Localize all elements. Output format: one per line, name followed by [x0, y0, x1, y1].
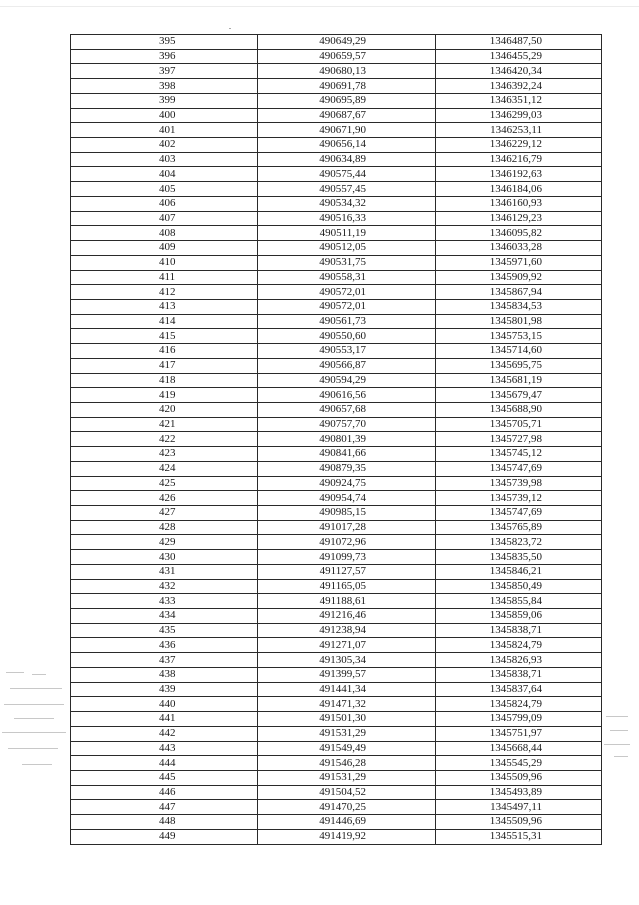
- y-coordinate-cell: 1345826,93: [436, 653, 602, 668]
- y-coordinate-cell: 1345727,98: [436, 432, 602, 447]
- y-coordinate-cell: 1346216,79: [436, 152, 602, 167]
- point-number-cell: 420: [71, 402, 258, 417]
- x-coordinate-cell: 490656,14: [258, 138, 436, 153]
- point-number-cell: 422: [71, 432, 258, 447]
- coordinates-table: [70, 34, 602, 845]
- point-number-cell: 412: [71, 285, 258, 300]
- x-coordinate-cell: 490657,68: [258, 402, 436, 417]
- x-coordinate-cell: 490616,56: [258, 388, 436, 403]
- point-number-cell: 443: [71, 741, 258, 756]
- point-number-cell: 429: [71, 535, 258, 550]
- point-number-cell: 438: [71, 667, 258, 682]
- x-coordinate-cell: 490566,87: [258, 358, 436, 373]
- x-coordinate-cell: 491127,57: [258, 564, 436, 579]
- table-row: [71, 506, 602, 521]
- y-coordinate-cell: 1345747,69: [436, 506, 602, 521]
- point-number-cell: 442: [71, 726, 258, 741]
- point-number-cell: 411: [71, 270, 258, 285]
- x-coordinate-cell: 490841,66: [258, 447, 436, 462]
- y-coordinate-cell: 1345824,79: [436, 697, 602, 712]
- table-row: [71, 285, 602, 300]
- y-coordinate-cell: 1346129,23: [436, 211, 602, 226]
- scan-speck: [229, 28, 231, 29]
- x-coordinate-cell: 490687,67: [258, 108, 436, 123]
- point-number-cell: 430: [71, 550, 258, 565]
- point-number-cell: 396: [71, 49, 258, 64]
- point-number-cell: 424: [71, 461, 258, 476]
- point-number-cell: 417: [71, 358, 258, 373]
- table-row: [71, 123, 602, 138]
- point-number-cell: 395: [71, 35, 258, 50]
- y-coordinate-cell: 1345688,90: [436, 402, 602, 417]
- x-coordinate-cell: 491531,29: [258, 726, 436, 741]
- point-number-cell: 441: [71, 712, 258, 727]
- x-coordinate-cell: 491188,61: [258, 594, 436, 609]
- x-coordinate-cell: 490757,70: [258, 417, 436, 432]
- point-number-cell: 449: [71, 829, 258, 844]
- point-number-cell: 433: [71, 594, 258, 609]
- x-coordinate-cell: 491419,92: [258, 829, 436, 844]
- point-number-cell: 434: [71, 609, 258, 624]
- table-row: [71, 520, 602, 535]
- table-row: [71, 344, 602, 359]
- point-number-cell: 405: [71, 182, 258, 197]
- table-row: [71, 726, 602, 741]
- table-row: [71, 476, 602, 491]
- y-coordinate-cell: 1345859,06: [436, 609, 602, 624]
- point-number-cell: 445: [71, 770, 258, 785]
- y-coordinate-cell: 1345753,15: [436, 329, 602, 344]
- point-number-cell: 447: [71, 800, 258, 815]
- y-coordinate-cell: 1345714,60: [436, 344, 602, 359]
- point-number-cell: 404: [71, 167, 258, 182]
- x-coordinate-cell: 490594,29: [258, 373, 436, 388]
- point-number-cell: 402: [71, 138, 258, 153]
- y-coordinate-cell: 1345799,09: [436, 712, 602, 727]
- table-row: [71, 741, 602, 756]
- y-coordinate-cell: 1345739,98: [436, 476, 602, 491]
- point-number-cell: 410: [71, 255, 258, 270]
- y-coordinate-cell: 1345679,47: [436, 388, 602, 403]
- point-number-cell: 397: [71, 64, 258, 79]
- point-number-cell: 407: [71, 211, 258, 226]
- table-row: [71, 785, 602, 800]
- x-coordinate-cell: 491216,46: [258, 609, 436, 624]
- x-coordinate-cell: 490954,74: [258, 491, 436, 506]
- point-number-cell: 400: [71, 108, 258, 123]
- table-row: [71, 138, 602, 153]
- y-coordinate-cell: 1345855,84: [436, 594, 602, 609]
- y-coordinate-cell: 1345834,53: [436, 299, 602, 314]
- table-row: [71, 211, 602, 226]
- y-coordinate-cell: 1345867,94: [436, 285, 602, 300]
- x-coordinate-cell: 490553,17: [258, 344, 436, 359]
- y-coordinate-cell: 1346392,24: [436, 79, 602, 94]
- y-coordinate-cell: 1345751,97: [436, 726, 602, 741]
- y-coordinate-cell: 1346033,28: [436, 241, 602, 256]
- x-coordinate-cell: 491238,94: [258, 623, 436, 638]
- x-coordinate-cell: 490572,01: [258, 299, 436, 314]
- table-row: [71, 447, 602, 462]
- table-row: [71, 93, 602, 108]
- y-coordinate-cell: 1345681,19: [436, 373, 602, 388]
- y-coordinate-cell: 1346184,06: [436, 182, 602, 197]
- point-number-cell: 435: [71, 623, 258, 638]
- table-row: [71, 182, 602, 197]
- point-number-cell: 423: [71, 447, 258, 462]
- table-row: [71, 255, 602, 270]
- y-coordinate-cell: 1346455,29: [436, 49, 602, 64]
- y-coordinate-cell: 1345509,96: [436, 815, 602, 830]
- table-row: [71, 314, 602, 329]
- point-number-cell: 439: [71, 682, 258, 697]
- table-row: [71, 329, 602, 344]
- table-row: [71, 697, 602, 712]
- table-row: [71, 35, 602, 50]
- table-row: [71, 653, 602, 668]
- x-coordinate-cell: 491549,49: [258, 741, 436, 756]
- x-coordinate-cell: 490649,29: [258, 35, 436, 50]
- table-row: [71, 402, 602, 417]
- table-row: [71, 388, 602, 403]
- scan-artifact-left: [2, 668, 68, 778]
- y-coordinate-cell: 1345668,44: [436, 741, 602, 756]
- point-number-cell: 406: [71, 196, 258, 211]
- x-coordinate-cell: 490659,57: [258, 49, 436, 64]
- table-row: [71, 241, 602, 256]
- point-number-cell: 436: [71, 638, 258, 653]
- point-number-cell: 448: [71, 815, 258, 830]
- y-coordinate-cell: 1345824,79: [436, 638, 602, 653]
- table-row: [71, 108, 602, 123]
- table-row: [71, 432, 602, 447]
- point-number-cell: 421: [71, 417, 258, 432]
- y-coordinate-cell: 1345801,98: [436, 314, 602, 329]
- table-row: [71, 829, 602, 844]
- y-coordinate-cell: 1345850,49: [436, 579, 602, 594]
- x-coordinate-cell: 491546,28: [258, 756, 436, 771]
- table-row: [71, 667, 602, 682]
- table-row: [71, 770, 602, 785]
- x-coordinate-cell: 490691,78: [258, 79, 436, 94]
- table-row: [71, 623, 602, 638]
- x-coordinate-cell: 491531,29: [258, 770, 436, 785]
- point-number-cell: 398: [71, 79, 258, 94]
- y-coordinate-cell: 1345823,72: [436, 535, 602, 550]
- y-coordinate-cell: 1345509,96: [436, 770, 602, 785]
- y-coordinate-cell: 1345846,21: [436, 564, 602, 579]
- table-row: [71, 682, 602, 697]
- y-coordinate-cell: 1345909,92: [436, 270, 602, 285]
- table-row: [71, 299, 602, 314]
- x-coordinate-cell: 490550,60: [258, 329, 436, 344]
- point-number-cell: 427: [71, 506, 258, 521]
- x-coordinate-cell: 491305,34: [258, 653, 436, 668]
- x-coordinate-cell: 491165,05: [258, 579, 436, 594]
- table-row: [71, 461, 602, 476]
- x-coordinate-cell: 490575,44: [258, 167, 436, 182]
- x-coordinate-cell: 491446,69: [258, 815, 436, 830]
- point-number-cell: 415: [71, 329, 258, 344]
- point-number-cell: 428: [71, 520, 258, 535]
- y-coordinate-cell: 1346351,12: [436, 93, 602, 108]
- y-coordinate-cell: 1346192,63: [436, 167, 602, 182]
- table-row: [71, 579, 602, 594]
- x-coordinate-cell: 491399,57: [258, 667, 436, 682]
- table-row: [71, 638, 602, 653]
- table-row: [71, 800, 602, 815]
- point-number-cell: 416: [71, 344, 258, 359]
- x-coordinate-cell: 490558,31: [258, 270, 436, 285]
- point-number-cell: 418: [71, 373, 258, 388]
- y-coordinate-cell: 1345493,89: [436, 785, 602, 800]
- table-row: [71, 152, 602, 167]
- y-coordinate-cell: 1345765,89: [436, 520, 602, 535]
- table-row: [71, 756, 602, 771]
- x-coordinate-cell: 491072,96: [258, 535, 436, 550]
- x-coordinate-cell: 491501,30: [258, 712, 436, 727]
- table-row: [71, 417, 602, 432]
- y-coordinate-cell: 1345838,71: [436, 667, 602, 682]
- y-coordinate-cell: 1345838,71: [436, 623, 602, 638]
- x-coordinate-cell: 490634,89: [258, 152, 436, 167]
- x-coordinate-cell: 491470,25: [258, 800, 436, 815]
- x-coordinate-cell: 490511,19: [258, 226, 436, 241]
- x-coordinate-cell: 490801,39: [258, 432, 436, 447]
- x-coordinate-cell: 490671,90: [258, 123, 436, 138]
- y-coordinate-cell: 1345747,69: [436, 461, 602, 476]
- y-coordinate-cell: 1345515,31: [436, 829, 602, 844]
- point-number-cell: 408: [71, 226, 258, 241]
- table-row: [71, 270, 602, 285]
- x-coordinate-cell: 490561,73: [258, 314, 436, 329]
- y-coordinate-cell: 1346253,11: [436, 123, 602, 138]
- y-coordinate-cell: 1346420,34: [436, 64, 602, 79]
- x-coordinate-cell: 490572,01: [258, 285, 436, 300]
- point-number-cell: 425: [71, 476, 258, 491]
- table-row: [71, 226, 602, 241]
- y-coordinate-cell: 1345545,29: [436, 756, 602, 771]
- y-coordinate-cell: 1345497,11: [436, 800, 602, 815]
- point-number-cell: 437: [71, 653, 258, 668]
- y-coordinate-cell: 1345745,12: [436, 447, 602, 462]
- y-coordinate-cell: 1345739,12: [436, 491, 602, 506]
- x-coordinate-cell: 490557,45: [258, 182, 436, 197]
- point-number-cell: 401: [71, 123, 258, 138]
- x-coordinate-cell: 491099,73: [258, 550, 436, 565]
- table-row: [71, 491, 602, 506]
- x-coordinate-cell: 491271,07: [258, 638, 436, 653]
- x-coordinate-cell: 490924,75: [258, 476, 436, 491]
- x-coordinate-cell: 491017,28: [258, 520, 436, 535]
- table-row: [71, 64, 602, 79]
- table-row: [71, 550, 602, 565]
- table-row: [71, 535, 602, 550]
- point-number-cell: 409: [71, 241, 258, 256]
- table-row: [71, 196, 602, 211]
- point-number-cell: 446: [71, 785, 258, 800]
- x-coordinate-cell: 490534,32: [258, 196, 436, 211]
- y-coordinate-cell: 1346487,50: [436, 35, 602, 50]
- y-coordinate-cell: 1346229,12: [436, 138, 602, 153]
- x-coordinate-cell: 490512,05: [258, 241, 436, 256]
- x-coordinate-cell: 491471,32: [258, 697, 436, 712]
- y-coordinate-cell: 1346095,82: [436, 226, 602, 241]
- scan-artifact-right: [604, 712, 634, 762]
- x-coordinate-cell: 490879,35: [258, 461, 436, 476]
- table-row: [71, 373, 602, 388]
- table-row: [71, 564, 602, 579]
- point-number-cell: 440: [71, 697, 258, 712]
- point-number-cell: 414: [71, 314, 258, 329]
- x-coordinate-cell: 490695,89: [258, 93, 436, 108]
- y-coordinate-cell: 1345971,60: [436, 255, 602, 270]
- x-coordinate-cell: 490531,75: [258, 255, 436, 270]
- x-coordinate-cell: 490516,33: [258, 211, 436, 226]
- table-row: [71, 167, 602, 182]
- table-row: [71, 49, 602, 64]
- y-coordinate-cell: 1345837,64: [436, 682, 602, 697]
- table-row: [71, 594, 602, 609]
- point-number-cell: 403: [71, 152, 258, 167]
- y-coordinate-cell: 1345695,75: [436, 358, 602, 373]
- point-number-cell: 431: [71, 564, 258, 579]
- y-coordinate-cell: 1345835,50: [436, 550, 602, 565]
- table-row: [71, 358, 602, 373]
- table-row: [71, 79, 602, 94]
- point-number-cell: 399: [71, 93, 258, 108]
- y-coordinate-cell: 1346160,93: [436, 196, 602, 211]
- point-number-cell: 413: [71, 299, 258, 314]
- y-coordinate-cell: 1346299,03: [436, 108, 602, 123]
- coordinates-table-body: [71, 35, 602, 845]
- point-number-cell: 432: [71, 579, 258, 594]
- table-row: [71, 609, 602, 624]
- y-coordinate-cell: 1345705,71: [436, 417, 602, 432]
- point-number-cell: 419: [71, 388, 258, 403]
- x-coordinate-cell: 490680,13: [258, 64, 436, 79]
- x-coordinate-cell: 491504,52: [258, 785, 436, 800]
- point-number-cell: 426: [71, 491, 258, 506]
- table-row: [71, 712, 602, 727]
- page-top-rule: [0, 6, 639, 7]
- point-number-cell: 444: [71, 756, 258, 771]
- table-row: [71, 815, 602, 830]
- x-coordinate-cell: 491441,34: [258, 682, 436, 697]
- x-coordinate-cell: 490985,15: [258, 506, 436, 521]
